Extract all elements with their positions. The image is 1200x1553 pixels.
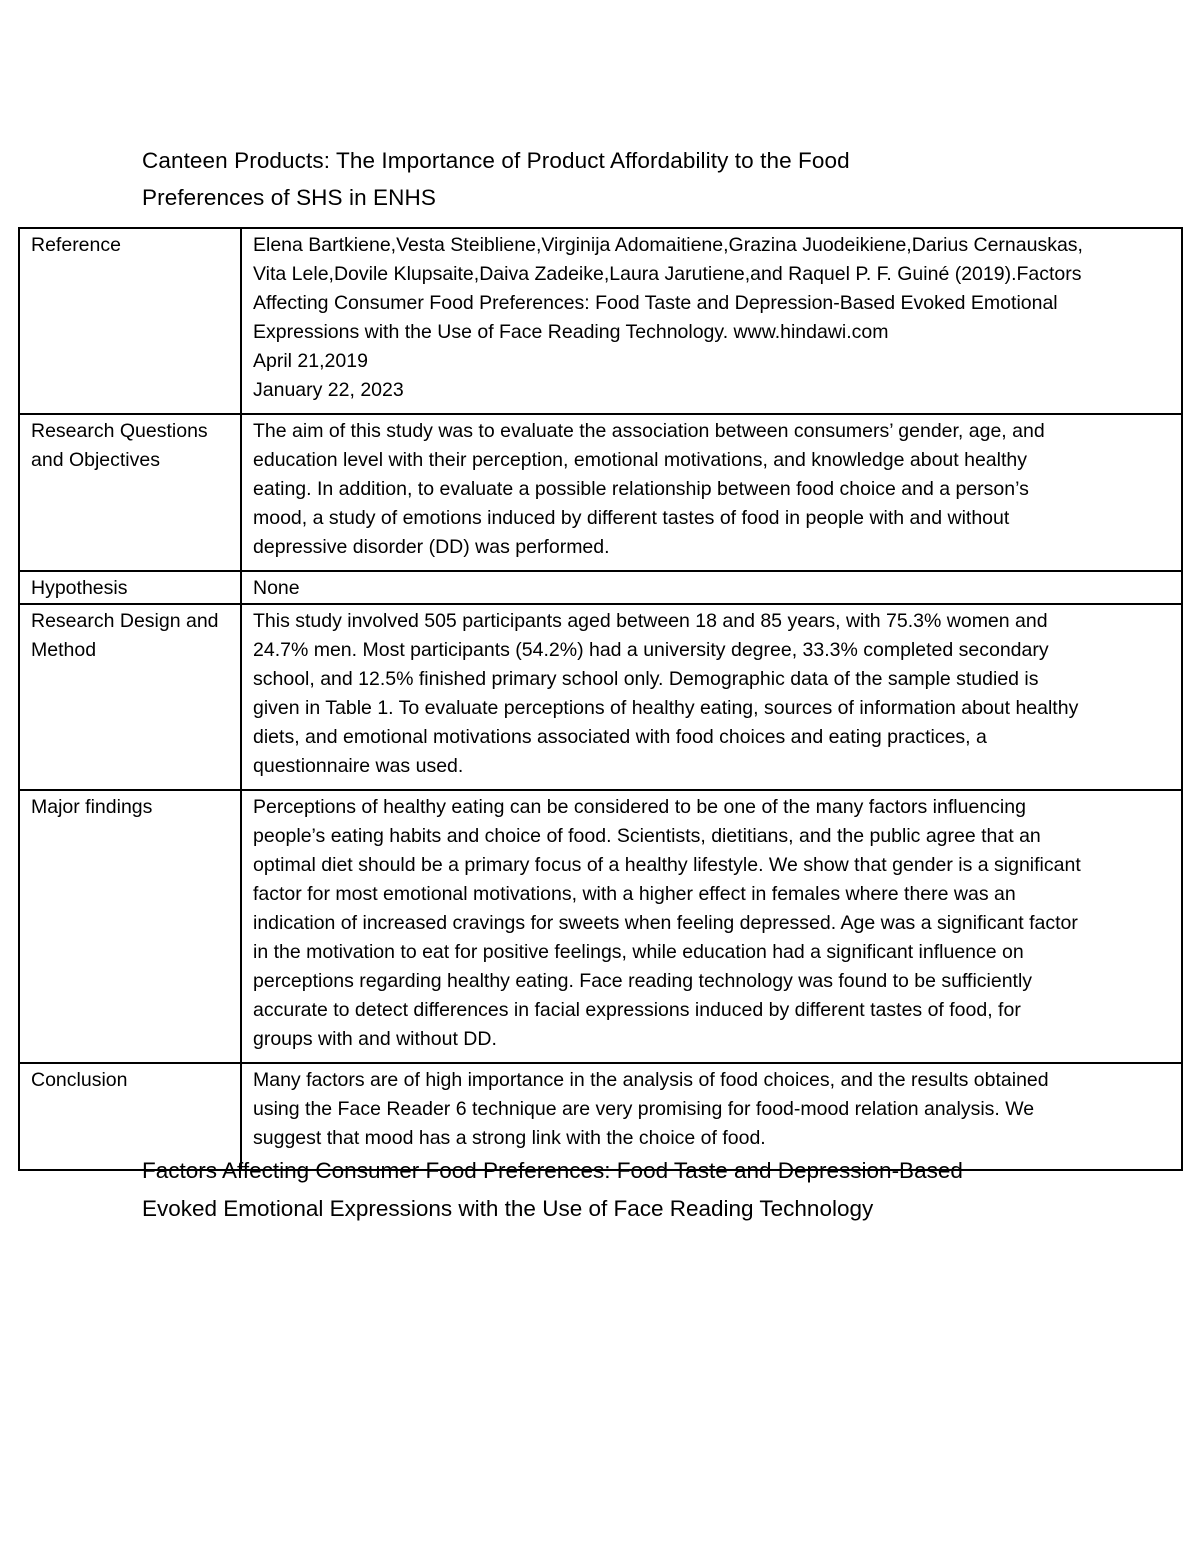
table-row-hypothesis: [19, 571, 1182, 604]
row-label-hypothesis: Hypothesis: [19, 571, 241, 604]
table-row-research-questions: [19, 414, 1182, 571]
row-label-research-design: Research Design and Method: [19, 604, 241, 790]
text-line: optimal diet should be a primary focus of a healthy lifestyle. We show that gender is a significant: [253, 854, 1081, 876]
text-line: This study involved 505 participants aged between 18 and 85 years, with 75.3% women and: [253, 610, 1048, 632]
text-line: indication of increased cravings for sweets when feeling depressed. Age was a significant factor: [253, 912, 1078, 934]
table-row-reference: [19, 228, 1182, 414]
text-line: suggest that mood has a strong link with the choice of food.: [253, 1127, 766, 1149]
row-label-reference: Reference: [19, 228, 241, 414]
text-line: Perceptions of healthy eating can be considered to be one of the many factors influencing: [253, 796, 1026, 818]
text-line: in the motivation to eat for positive feelings, while education had a significant influence on: [253, 941, 1024, 963]
text-line: None: [253, 577, 300, 599]
text-line: accurate to detect differences in facial expressions induced by different tastes of food, for: [253, 999, 1021, 1021]
text-line: education level with their perception, emotional motivations, and knowledge about healthy: [253, 449, 1027, 471]
table-row-major-findings: [19, 790, 1182, 1063]
page-title-line-1: Canteen Products: The Importance of Product Affordability to the Food: [142, 148, 850, 173]
text-line: Vita Lele,Dovile Klupsaite,Daiva Zadeike,Laura Jarutiene,and Raquel P. F. Guiné (2019).Factors: [253, 263, 1082, 285]
table-row-research-design: [19, 604, 1182, 790]
text-line: Affecting Consumer Food Preferences: Food Taste and Depression-Based Evoked Emotional: [253, 292, 1058, 314]
text-line: groups with and without DD.: [253, 1028, 497, 1050]
source-article-title: [142, 1152, 1142, 1228]
row-label-research-questions: Research Questions and Objectives: [19, 414, 241, 571]
text-line: given in Table 1. To evaluate perceptions of healthy eating, sources of information about healthy: [253, 697, 1079, 719]
text-line: people’s eating habits and choice of food. Scientists, dietitians, and the public agree that an: [253, 825, 1041, 847]
text-line: school, and 12.5% finished primary school only. Demographic data of the sample studied is: [253, 668, 1039, 690]
text-line: factor for most emotional motivations, with a higher effect in females where there was an: [253, 883, 1016, 905]
row-content-research-design: [241, 604, 1182, 790]
source-article-title-line-2: Evoked Emotional Expressions with the Use of Face Reading Technology: [142, 1196, 874, 1221]
row-content-major-findings: [241, 790, 1182, 1063]
source-article-title-line-1: Factors Affecting Consumer Food Preferences: Food Taste and Depression-Based: [142, 1158, 963, 1183]
text-line: depressive disorder (DD) was performed.: [253, 536, 610, 558]
text-line: perceptions regarding healthy eating. Face reading technology was found to be sufficiently: [253, 970, 1033, 992]
page-title: [142, 142, 1042, 216]
research-summary-table-body: [19, 228, 1182, 1170]
row-content-hypothesis: [241, 571, 1182, 604]
text-line: January 22, 2023: [253, 379, 404, 401]
text-line: 24.7% men. Most participants (54.2%) had a university degree, 33.3% completed secondary: [253, 639, 1049, 661]
row-label-conclusion: Conclusion: [19, 1063, 241, 1170]
text-line: diets, and emotional motivations associated with food choices and eating practices, a: [253, 726, 987, 748]
text-line: April 21,2019: [253, 350, 368, 372]
text-line: mood, a study of emotions induced by different tastes of food in people with and without: [253, 507, 1010, 529]
research-summary-table: [18, 227, 1183, 1171]
page-title-line-2: Preferences of SHS in ENHS: [142, 185, 436, 210]
text-line: Expressions with the Use of Face Reading Technology. www.hindawi.com: [253, 321, 889, 343]
text-line: Elena Bartkiene,Vesta Steibliene,Virginija Adomaitiene,Grazina Juodeikiene,Darius Cernauskas,: [253, 234, 1083, 256]
text-line: using the Face Reader 6 technique are very promising for food-mood relation analysis. We: [253, 1098, 1035, 1120]
text-line: eating. In addition, to evaluate a possible relationship between food choice and a person’s: [253, 478, 1029, 500]
row-content-reference: [241, 228, 1182, 414]
row-content-research-questions: [241, 414, 1182, 571]
row-label-major-findings: Major findings: [19, 790, 241, 1063]
text-line: The aim of this study was to evaluate the association between consumers’ gender, age, and: [253, 420, 1045, 442]
text-line: questionnaire was used.: [253, 755, 464, 777]
text-line: Many factors are of high importance in the analysis of food choices, and the results obtained: [253, 1069, 1049, 1091]
